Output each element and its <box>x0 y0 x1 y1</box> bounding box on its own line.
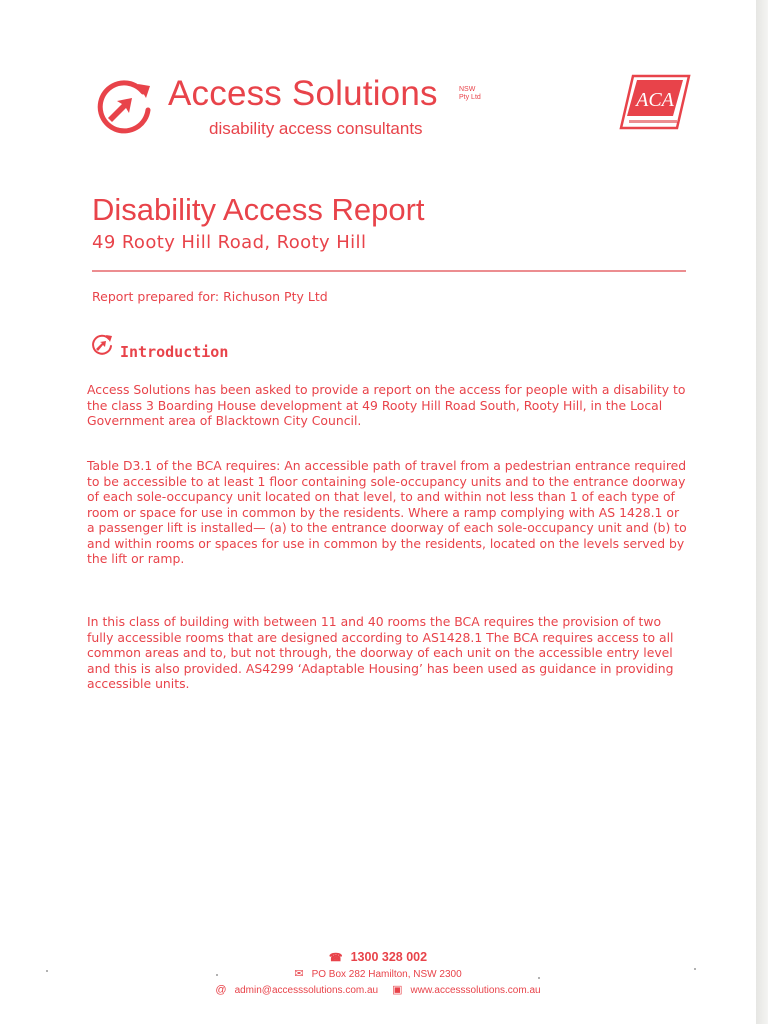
badge-text: ACA <box>636 89 674 111</box>
mail-icon: ✉ <box>294 968 304 980</box>
intro-paragraph: Access Solutions has been asked to provide a report on the access for people with a disability to the class 3 Boarding House development at 49 Rooty Hill Road South, Rooty Hill, in the Local Government area of Blacktown City Council. <box>87 382 686 428</box>
aca-accreditation-badge <box>619 72 691 132</box>
footer-address-line <box>0 967 756 980</box>
web-icon: ▣ <box>392 984 403 996</box>
footer-contact-line <box>0 983 756 996</box>
intro-paragraph: Table D3.1 of the BCA requires: An accessible path of travel from a pedestrian entrance required to be accessible to at least 1 floor containing sole-occupancy units and to the entrance doorway of each sole-occupancy unit located on that level, to and within not less than 1 of each type of room or space for use in common by the residents. Where a ramp complying with AS 1428.1 or a passenger lift is installed— (a) to the entrance doorway of each sole-occupancy unit and (b) to and within rooms or spaces for use in common by the residents, located on the levels served by the lift or ramp. <box>87 458 687 566</box>
scan-speck <box>46 970 48 972</box>
scan-speck <box>216 974 218 976</box>
brand-name: Access Solutions <box>168 74 438 113</box>
prepared-for: Report prepared for: Richuson Pty Ltd <box>92 289 328 304</box>
scan-edge <box>756 0 768 1024</box>
section-heading-introduction: Introduction <box>120 343 229 361</box>
brand-suffix-line2: Pty Ltd <box>459 94 481 101</box>
report-address: 49 Rooty Hill Road, Rooty Hill <box>92 232 367 253</box>
intro-paragraph: In this class of building with between 11 and 40 rooms the BCA requires the provision of two fully accessible rooms that are designed according to AS1428.1 The BCA requires access to all common areas and to, but not through, the doorway of each unit on the accessible entry level and this is also provided. AS4299 ‘Adaptable Housing’ has been used as guidance in providing accessible units. <box>87 614 674 691</box>
section-arrow-icon <box>90 332 114 356</box>
brand-suffix <box>459 86 499 102</box>
footer-website[interactable]: www.accesssolutions.com.au <box>410 985 541 996</box>
scan-speck <box>694 968 696 970</box>
scan-speck <box>538 977 540 979</box>
arrow-circle-logo-icon <box>92 74 156 138</box>
footer-email[interactable]: admin@accesssolutions.com.au <box>234 985 379 996</box>
footer-po-box: PO Box 282 Hamilton, NSW 2300 <box>311 969 462 980</box>
phone-icon: ☎ <box>328 952 343 964</box>
brand-suffix-line1: NSW <box>459 86 476 93</box>
report-title: Disability Access Report <box>92 192 425 227</box>
brand-tagline: disability access consultants <box>209 119 423 138</box>
footer-phone: 1300 328 002 <box>350 950 428 964</box>
footer-phone-line <box>0 950 756 964</box>
title-divider <box>92 270 686 272</box>
email-icon: @ <box>215 984 227 996</box>
